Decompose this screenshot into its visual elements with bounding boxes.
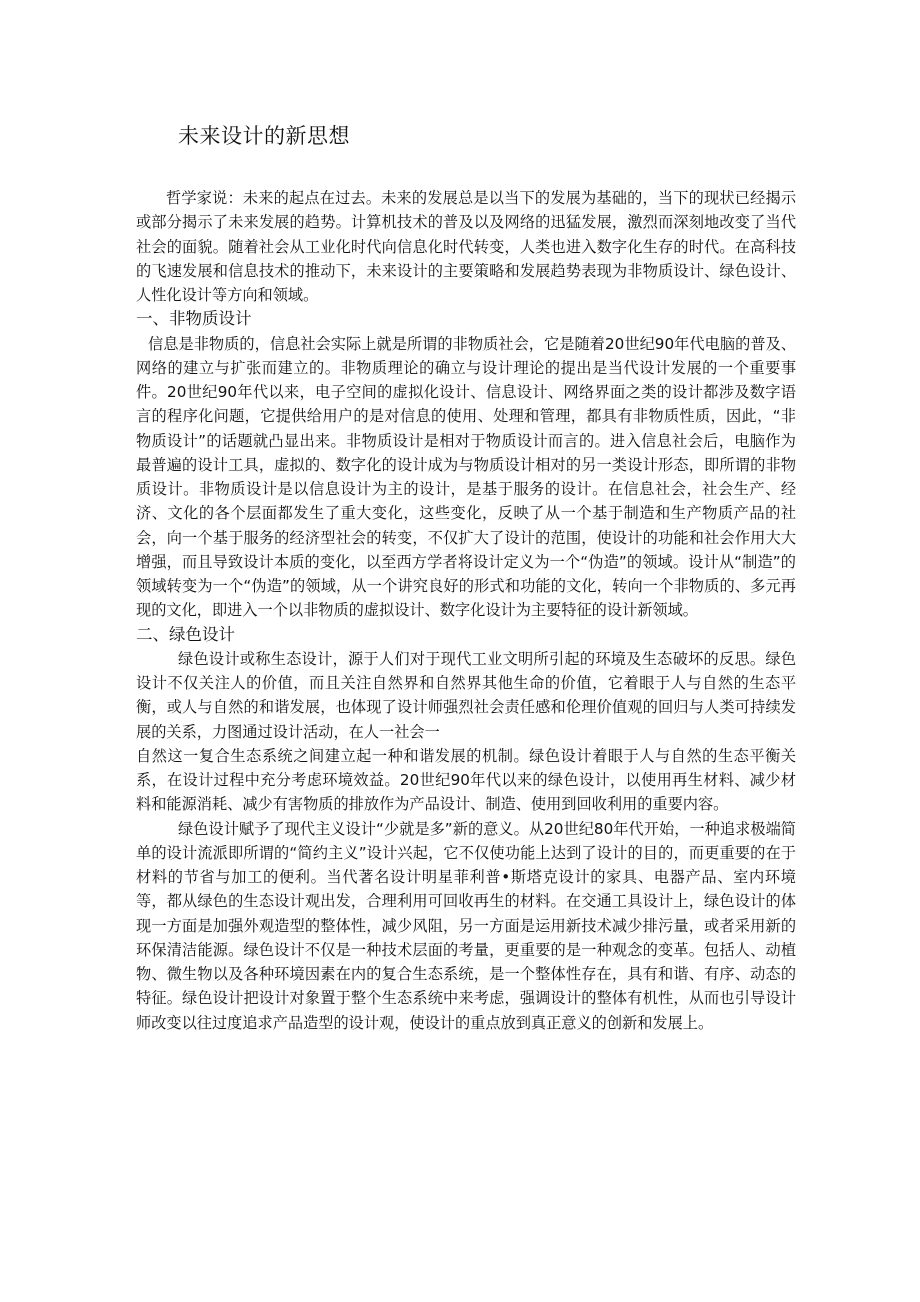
green-design-paragraph-2: 绿色设计赋予了现代主义设计“少就是多”新的意义。从20世纪80年代开始，一种追求极端简单的设计流派即所谓的“简约主义”设计兴起，它不仅使功能上达到了设计的目的，而更重要的在于材料的节省与加工的便利。当代著名设计明星菲利普•斯塔克设计的家具、电器产品、室内环境等，都从绿色的生态设计观出发，合理利用可回收再生的材料。在交通工具设计上，绿色设计的体现一方面是加强外观造型的整体性，减少风阻，另一方面是运用新技术减少排污量，或者采用新的环保清洁能源。绿色设计不仅是一种技术层面的考量，更重要的是一种观念的变革。包括人、动植物、微生物以及各种环境因素在内的复合生态系统，是一个整体性存在，具有和谐、有序、动态的特征。绿色设计把设计对象置于整个生态系统中来考虑，强调设计的整体有机性，从而也引导设计师改变以往过度追求产品造型的设计观，使设计的重点放到真正意义的创新和发展上。 — [136, 819, 796, 1032]
green-design-paragraph-1-continued: 自然这一复合生态系统之间建立起一种和谐发展的机制。绿色设计着眼于人与自然的生态平衡关系，在设计过程中充分考虑环境效益。20世纪90年代以来的绿色设计，以使用再生材料、减少材料和能源消耗、减少有害物质的排放作为产品设计、制造、使用到回收利用的重要内容。 — [136, 746, 796, 814]
section-heading-immaterial-design: 一、非物质设计 — [136, 309, 252, 329]
page-title: 未来设计的新思想 — [178, 124, 350, 148]
intro-paragraph: 哲学家说：未来的起点在过去。未来的发展总是以当下的发展为基础的，当下的现状已经揭示或部分揭示了未来发展的趋势。计算机技术的普及以及网络的迅猛发展，激烈而深刻地改变了当代社会的面貌。随着社会从工业化时代向信息化时代转变，人类也进入数字化生存的时代。在高科技的飞速发展和信息技术的推动下，未来设计的主要策略和发展趋势表现为非物质设计、绿色设计、人性化设计等方向和领域。 — [136, 189, 796, 304]
immaterial-design-paragraph: 信息是非物质的，信息社会实际上就是所谓的非物质社会，它是随着20世纪90年代电脑的普及、网络的建立与扩张而建立的。非物质理论的确立与设计理论的提出是当代设计发展的一个重要事件。20世纪90年代以来，电子空间的虚拟化设计、信息设计、网络界面之类的设计都涉及数字语言的程序化问题，它提供给用户的是对信息的使用、处理和管理，都具有非物质性质，因此，“非物质设计”的话题就凸显出来。非物质设计是相对于物质设计而言的。进入信息社会后，电脑作为最普遍的设计工具，虚拟的、数字化的设计成为与物质设计相对的另一类设计形态，即所谓的非物质设计。非物质设计是以信息设计为主的设计，是基于服务的设计。在信息社会，社会生产、经济、文化的各个层面都发生了重大变化，这些变化，反映了从一个基于制造和生产物质产品的社会，向一个基于服务的经济型社会的转变，不仅扩大了设计的范围，使设计的功能和社会作用大大增强，而且导致设计本质的变化，以至西方学者将设计定义为一个“伪造”的领域。设计从“制造”的领域转变为一个“伪造”的领域，从一个讲究良好的形式和功能的文化，转向一个非物质的、多元再现的文化，即进入一个以非物质的虚拟设计、数字化设计为主要特征的设计新领域。 — [136, 334, 796, 620]
document-body — [136, 186, 796, 1035]
section-heading-green-design: 二、绿色设计 — [136, 624, 235, 644]
green-design-paragraph-1: 绿色设计或称生态设计，源于人们对于现代工业文明所引起的环境及生态破坏的反思。绿色设计不仅关注人的价值，而且关注自然界和自然界其他生命的价值，它着眼于人与自然的生态平衡，或人与自然的和谐发展，也体现了设计师强烈社会责任感和伦理价值观的回归与人类可持续发展的关系，力图通过设计活动，在人一社会一 — [136, 649, 796, 741]
